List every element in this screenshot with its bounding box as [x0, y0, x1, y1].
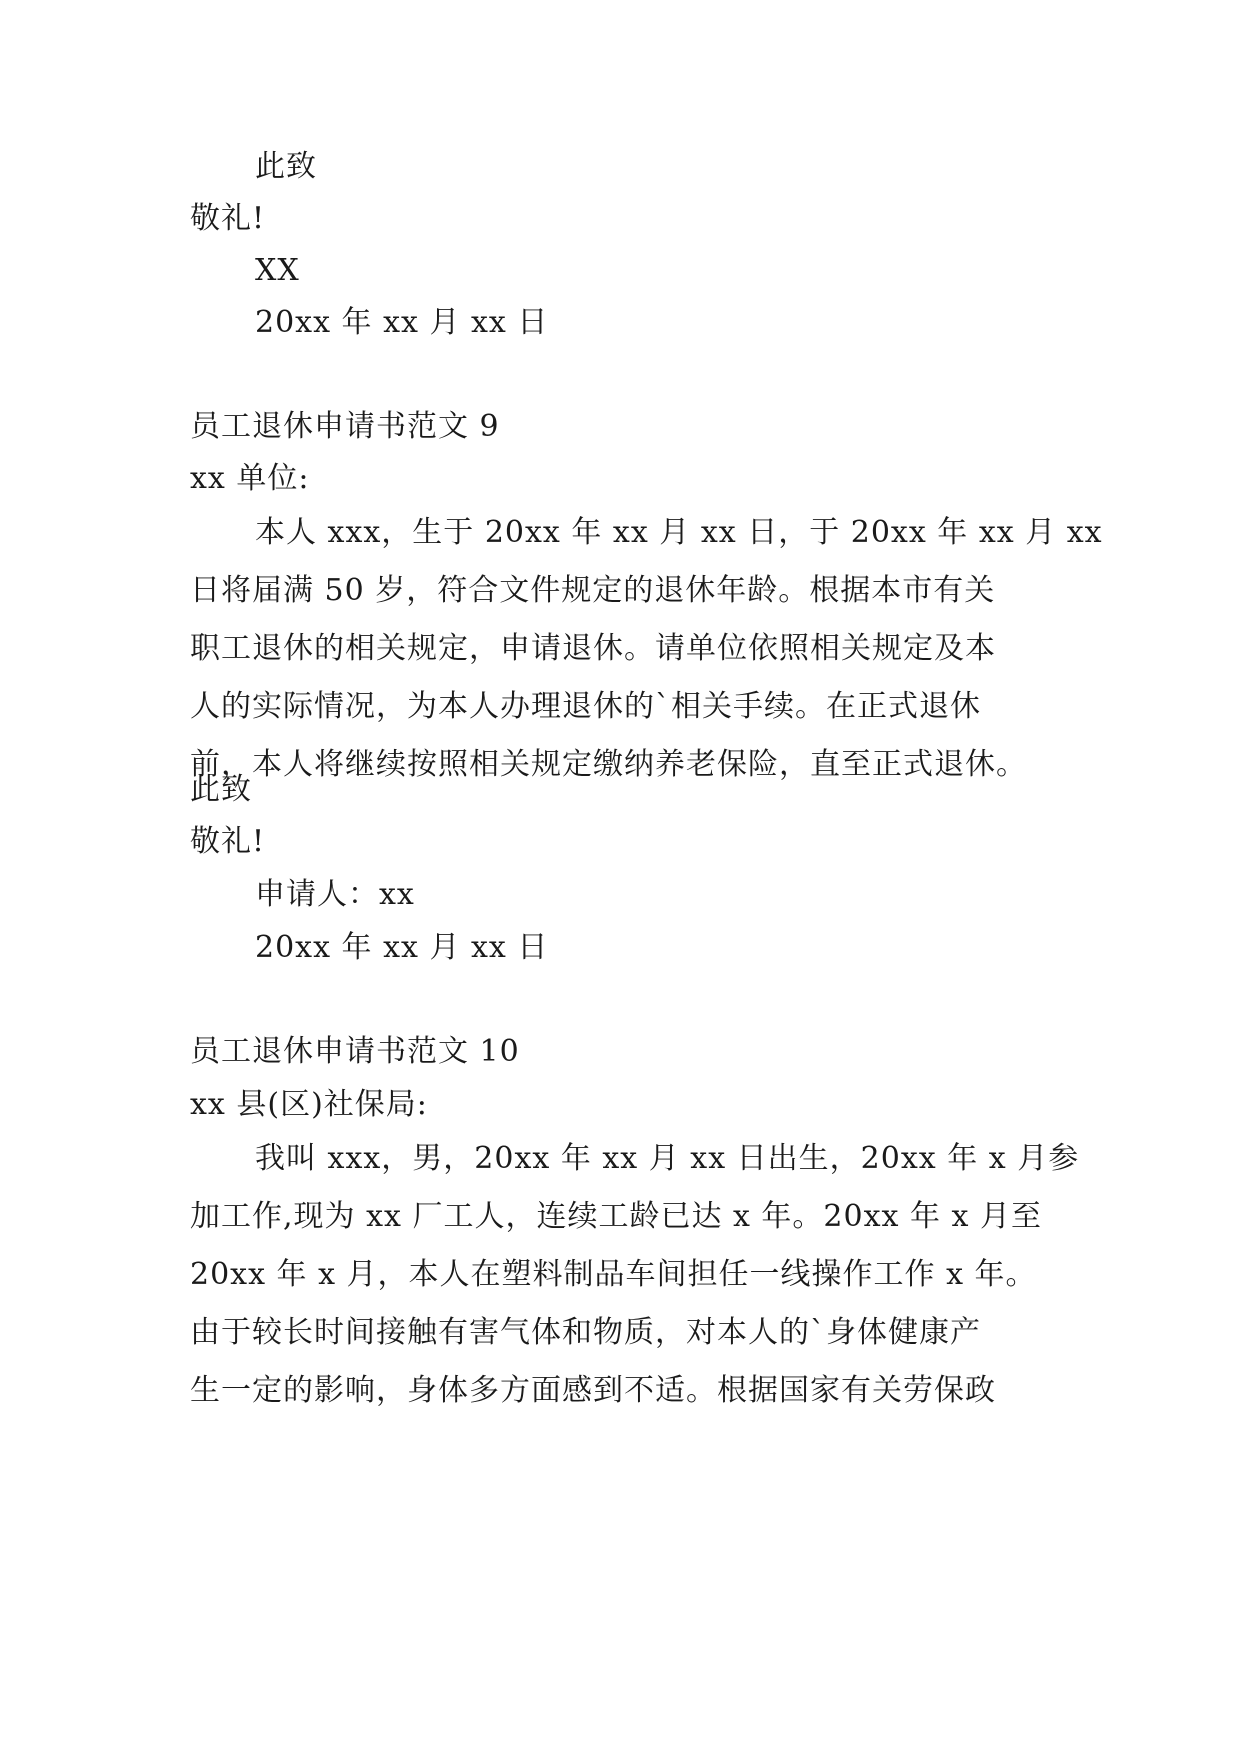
- section-title-10: 员工退休申请书范文 10: [190, 1034, 520, 1069]
- body-line: 前，本人将继续按照相关规定缴纳养老保险，直至正式退休。: [190, 747, 1027, 782]
- body-line: 职工退休的相关规定，申请退休。请单位依照相关规定及本: [190, 631, 996, 666]
- salute-text: 敬礼!: [190, 824, 266, 859]
- signature-date: 20xx 年 xx 月 xx 日: [255, 930, 549, 965]
- body-line: 20xx 年 x 月，本人在塑料制品车间担任一线操作工作 x 年。: [190, 1257, 1037, 1292]
- closing-text: 此致: [190, 772, 252, 807]
- body-paragraph-10: [190, 1130, 1080, 1420]
- section-title-9: 员工退休申请书范文 9: [190, 409, 500, 444]
- salute-text: 敬礼!: [190, 201, 266, 236]
- recipient-line: xx 县(区)社保局:: [190, 1087, 428, 1122]
- body-line: 日将届满 50 岁，符合文件规定的退休年龄。根据本市有关: [190, 573, 996, 608]
- body-line: 由于较长时间接触有害气体和物质，对本人的`身体健康产: [190, 1315, 981, 1350]
- body-line: 人的实际情况，为本人办理退休的`相关手续。在正式退休: [190, 689, 981, 724]
- body-paragraph-9: [190, 504, 1103, 794]
- signer-name: XX: [255, 253, 300, 288]
- signature-date: 20xx 年 xx 月 xx 日: [255, 305, 549, 340]
- body-line: 我叫 xxx，男，20xx 年 xx 月 xx 日出生，20xx 年 x 月参: [255, 1141, 1080, 1176]
- recipient-line: xx 单位:: [190, 461, 310, 496]
- applicant-name: 申请人：xx: [255, 877, 415, 912]
- closing-text: 此致: [255, 149, 317, 184]
- body-line: 加工作,现为 xx 厂工人，连续工龄已达 x 年。20xx 年 x 月至: [190, 1199, 1042, 1234]
- body-line: 生一定的影响，身体多方面感到不适。根据国家有关劳保政: [190, 1373, 996, 1408]
- body-line: 本人 xxx，生于 20xx 年 xx 月 xx 日，于 20xx 年 xx 月 xx: [255, 515, 1103, 550]
